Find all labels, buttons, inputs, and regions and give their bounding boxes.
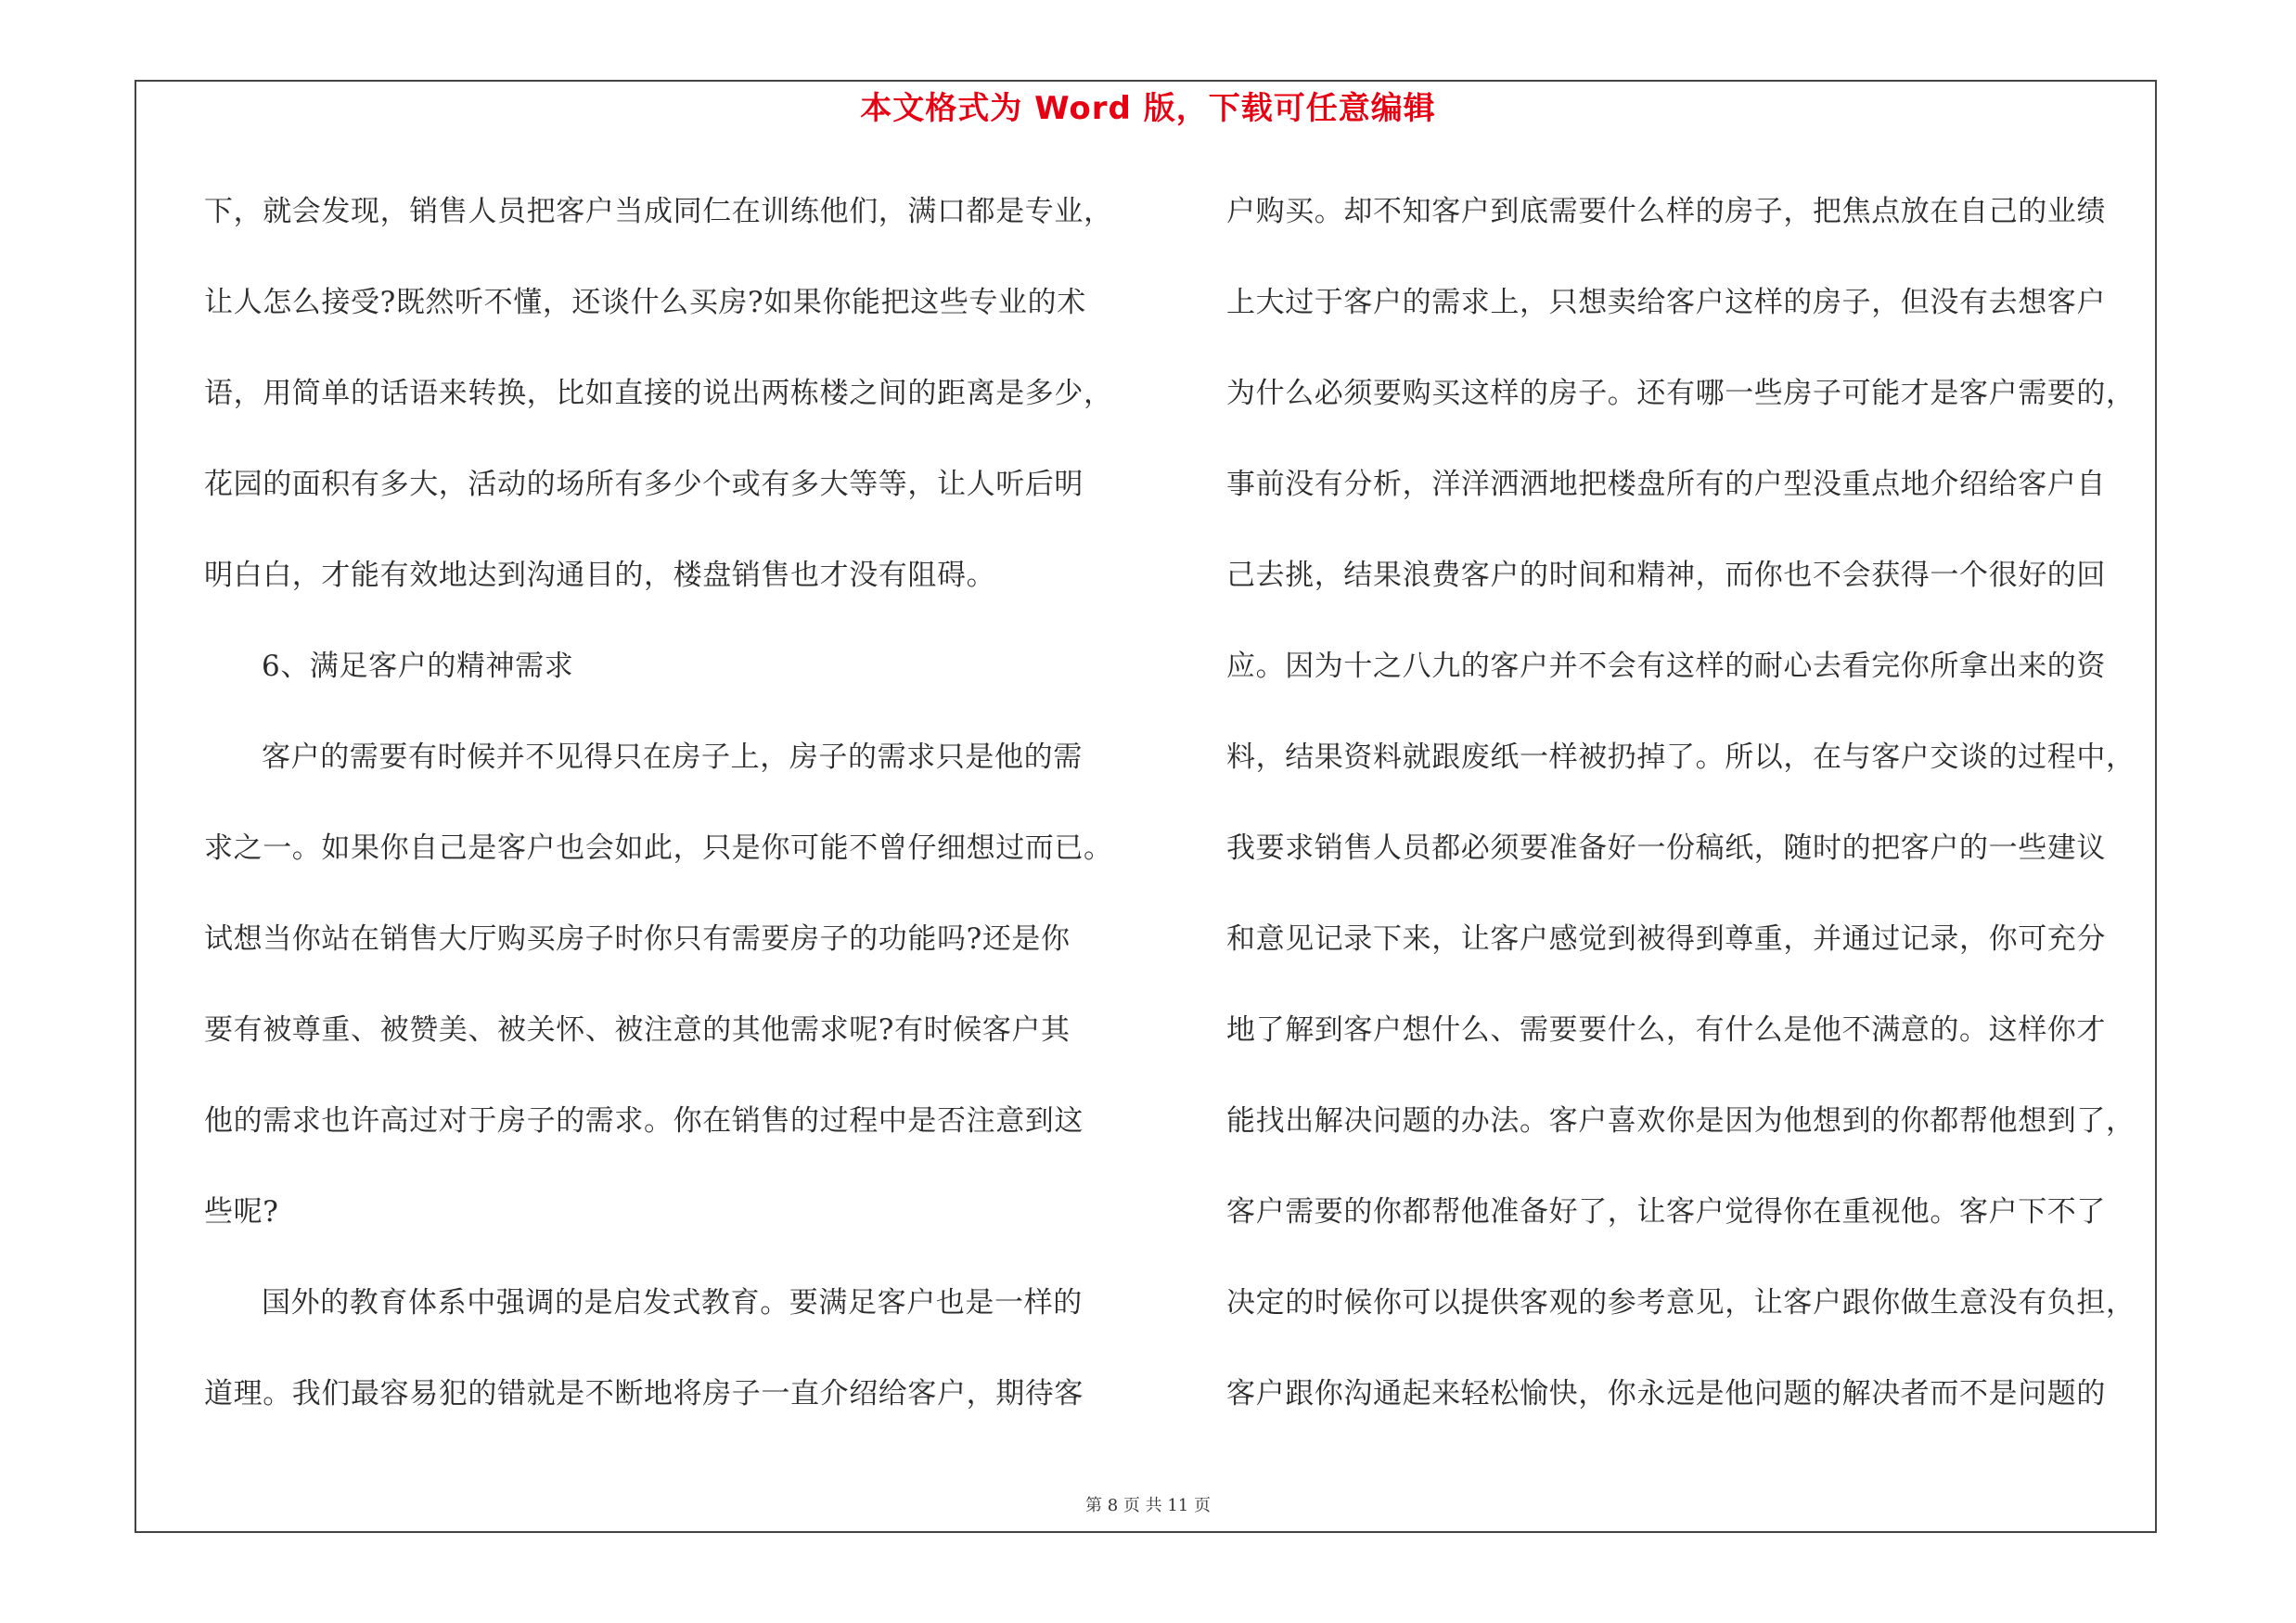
text-line: 要有被尊重、被赞美、被关怀、被注意的其他需求呢?有时候客户其 (204, 1013, 1071, 1047)
text-line: 求之一。如果你自己是客户也会如此，只是你可能不曾仔细想过而已。 (204, 831, 1113, 865)
text-line: 决定的时候你可以提供客观的参考意见，让客户跟你做生意没有负担， (1226, 1286, 2136, 1320)
text-line: 己去挑，结果浪费客户的时间和精神，而你也不会获得一个很好的回 (1226, 559, 2106, 592)
right-text-column (1226, 184, 2154, 1457)
text-line: 为什么必须要购买这样的房子。还有哪一些房子可能才是客户需要的， (1226, 377, 2136, 410)
text-line: 语，用简单的话语来转换，比如直接的说出两栋楼之间的距离是多少， (204, 377, 1113, 410)
paragraph-start: 客户的需要有时候并不见得只在房子上，房子的需求只是他的需 (262, 741, 1083, 774)
text-line: 花园的面积有多大，活动的场所有多少个或有多大等等，让人听后明 (204, 468, 1084, 501)
text-line: 客户跟你沟通起来轻松愉快，你永远是他问题的解决者而不是问题的 (1226, 1377, 2106, 1410)
text-line: 料，结果资料就跟废纸一样被扔掉了。所以，在与客户交谈的过程中， (1226, 741, 2136, 774)
text-line: 明白白，才能有效地达到沟通目的，楼盘销售也才没有阻碍。 (204, 559, 996, 592)
text-line: 我要求销售人员都必须要准备好一份稿纸，随时的把客户的一些建议 (1226, 831, 2106, 865)
text-line: 客户需要的你都帮他准备好了，让客户觉得你在重视他。客户下不了 (1226, 1195, 2106, 1229)
text-line: 让人怎么接受?既然听不懂，还谈什么买房?如果你能把这些专业的术 (204, 286, 1086, 319)
text-line: 户购买。却不知客户到底需要什么样的房子，把焦点放在自己的业绩 (1226, 195, 2106, 228)
text-line: 他的需求也许高过对于房子的需求。你在销售的过程中是否注意到这 (204, 1104, 1084, 1138)
text-line: 和意见记录下来，让客户感觉到被得到尊重，并通过记录，你可充分 (1226, 922, 2106, 956)
left-text-column (204, 184, 1132, 1457)
text-line: 下，就会发现，销售人员把客户当成同仁在训练他们，满口都是专业， (204, 195, 1113, 228)
text-line: 事前没有分析，洋洋洒洒地把楼盘所有的户型没重点地介绍给客户自 (1226, 468, 2106, 501)
text-line: 试想当你站在销售大厅购买房子时你只有需要房子的功能吗?还是你 (204, 922, 1071, 956)
text-line: 应。因为十之八九的客户并不会有这样的耐心去看完你所拿出来的资 (1226, 650, 2106, 683)
text-line: 些呢? (204, 1195, 279, 1229)
section-heading: 6、满足客户的精神需求 (262, 650, 574, 683)
text-line: 地了解到客户想什么、需要要什么，有什么是他不满意的。这样你才 (1226, 1013, 2106, 1047)
text-line: 道理。我们最容易犯的错就是不断地将房子一直介绍给客户，期待客 (204, 1377, 1084, 1410)
text-line: 能找出解决问题的办法。客户喜欢你是因为他想到的你都帮他想到了， (1226, 1104, 2136, 1138)
text-line: 上大过于客户的需求上，只想卖给客户这样的房子，但没有去想客户 (1226, 286, 2106, 319)
paragraph-start: 国外的教育体系中强调的是启发式教育。要满足客户也是一样的 (262, 1286, 1083, 1320)
word-format-banner: 本文格式为 Word 版，下载可任意编辑 (860, 90, 1436, 127)
page-number-footer: 第 8 页 共 11 页 (1085, 1496, 1211, 1515)
